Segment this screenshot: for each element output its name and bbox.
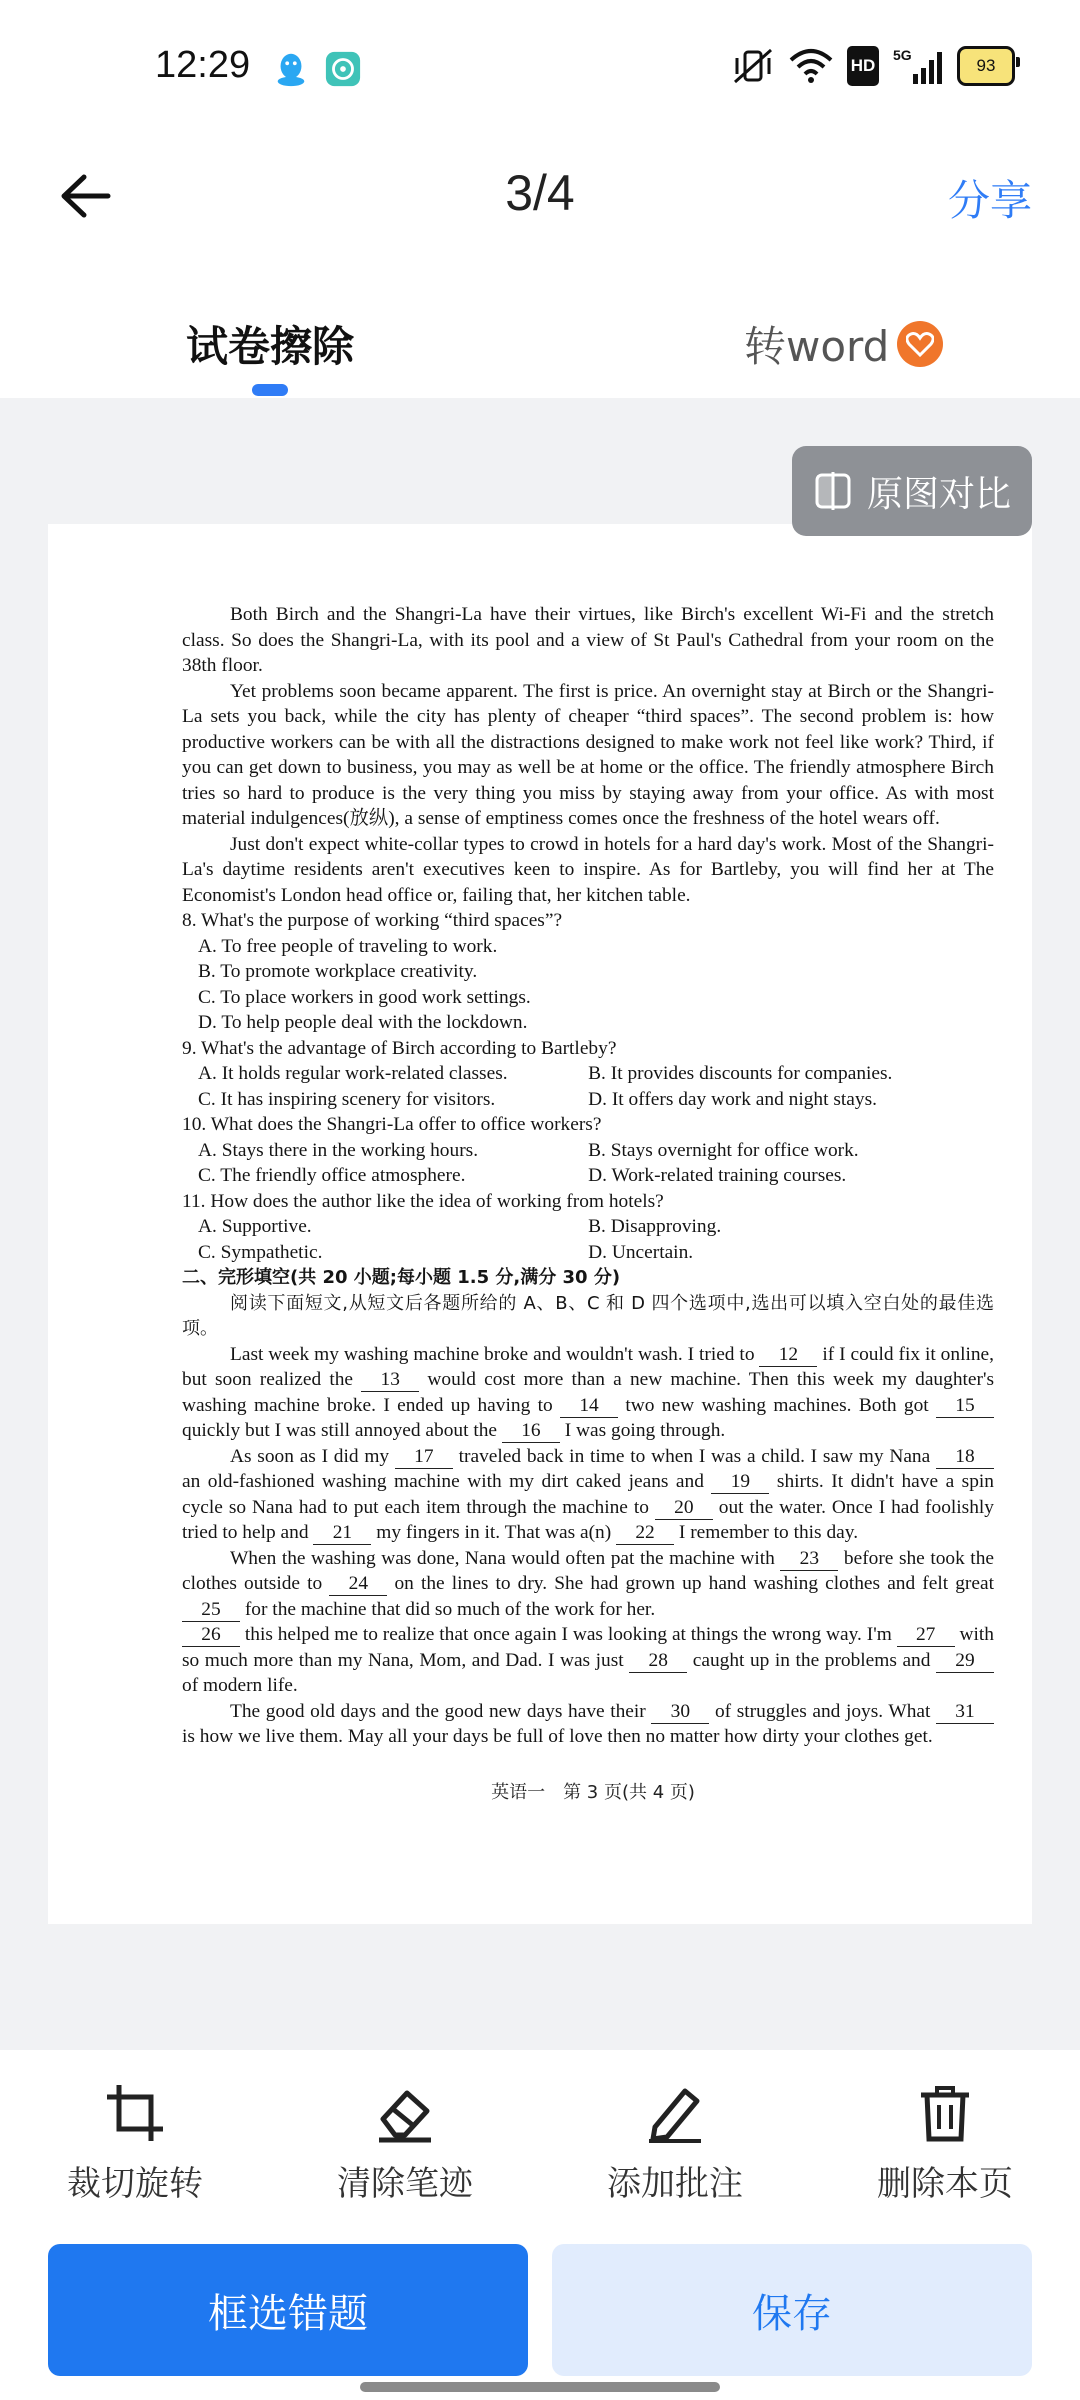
cloze-blank: 30 <box>651 1701 709 1724</box>
trash-icon <box>912 2080 978 2146</box>
cloze-blank: 26 <box>182 1624 240 1647</box>
crop-rotate-button[interactable] <box>0 2080 270 2205</box>
status-icons <box>731 46 1015 86</box>
question-option: D. To help people deal with the lockdown. <box>198 1012 528 1033</box>
select-wrong-questions-button[interactable]: 框选错题 <box>48 2244 528 2376</box>
crop-icon <box>102 2080 168 2146</box>
share-button[interactable]: 分享 <box>947 176 1032 225</box>
tab-convert-word[interactable] <box>744 314 943 374</box>
cloze-text: shirts. It didn't have a spin cycle so Nana had to put each item through the machine to <box>182 1471 994 1518</box>
tab-paper-erase[interactable] <box>186 314 354 374</box>
question-option: A. To free people of traveling to work. <box>198 935 498 957</box>
option-row <box>182 1138 994 1164</box>
question-option: C. To place workers in good work settings. <box>198 986 531 1008</box>
cloze-text: I remember to this day. <box>674 1522 859 1543</box>
cloze-text: I was going through. <box>559 1420 726 1441</box>
home-indicator[interactable] <box>360 2382 720 2392</box>
question-option: B. To promote workplace creativity. <box>198 961 478 982</box>
cloze-blank: 23 <box>780 1548 838 1571</box>
cloze-blank: 14 <box>560 1395 618 1418</box>
cloze-text: this helped me to realize that once again I was looking at things the wrong way. I'm <box>240 1624 897 1645</box>
option-row <box>182 1240 994 1266</box>
question-stem: 8. What's the purpose of working “third spaces”? <box>182 910 563 931</box>
cloze-blank: 28 <box>629 1650 687 1673</box>
cloze-text: is how we live them. May all your days be full of love then no matter how dirty your clothes get. <box>182 1726 933 1747</box>
heart-icon <box>897 321 943 367</box>
cloze-blank: 29 <box>936 1650 994 1673</box>
cloze-blank: 15 <box>936 1395 994 1418</box>
cloze-text: Last week my washing machine broke and wouldn't wash. I tried to <box>230 1343 760 1365</box>
signal-icon <box>893 46 943 86</box>
cloze-blank: 19 <box>711 1471 769 1494</box>
question-option: C. Sympathetic. <box>198 1241 323 1263</box>
question-option: A. Stays there in the working hours. <box>198 1139 479 1161</box>
cloze-text: for the machine that did so much of the work for her. <box>240 1598 656 1620</box>
battery-icon <box>957 46 1015 86</box>
exam-page-preview[interactable] <box>48 524 1032 1924</box>
top-panel <box>0 0 1080 398</box>
question-option: B. It provides discounts for companies. <box>588 1063 893 1084</box>
chat-notification-icon <box>324 50 362 88</box>
cloze-paragraph <box>182 1622 994 1699</box>
save-button[interactable]: 保存 <box>552 2244 1032 2376</box>
option-row <box>182 1163 994 1189</box>
question-stem: 10. What does the Shangri-La offer to office workers? <box>182 1114 602 1135</box>
crop-rotate-label: 裁切旋转 <box>67 2164 203 2204</box>
mute-vibrate-icon <box>731 46 775 86</box>
cloze-blank: 13 <box>361 1369 419 1392</box>
cloze-text: would cost more than a new machine. Then this week my daughter's washing machine broke. I ended up having to <box>182 1369 995 1416</box>
cloze-paragraph <box>182 1546 994 1623</box>
compare-icon <box>813 471 853 511</box>
eraser-icon <box>372 2080 438 2146</box>
reading-paragraph: Just don't expect white-collar types to crowd in hotels for a hard day's work. Most of the Shangri-La's daytime residents aren't executives keen to inspire. As for Bartleby, you will find her at The Economist's London head office or, failing that, her kitchen table. <box>182 833 994 906</box>
cloze-text: As soon as I did my <box>230 1445 395 1467</box>
clear-strokes-button[interactable] <box>270 2080 540 2205</box>
question-stem: 9. What's the advantage of Birch according to Bartleby? <box>182 1037 617 1059</box>
cloze-blank: 17 <box>395 1446 453 1469</box>
cloze-text: of modern life. <box>182 1675 298 1696</box>
question-option: B. Stays overnight for office work. <box>588 1139 859 1161</box>
question-option: B. Disapproving. <box>588 1216 722 1237</box>
wifi-icon <box>789 46 833 86</box>
status-time: 12:29 <box>155 44 251 86</box>
reading-paragraph: Yet problems soon became apparent. The first is price. An overnight stay at Birch or the Shangri-La sets you back, while the city has plenty of cheaper “third spaces”. The second problem is: how productive workers can be with all the distractions designed to make work not feel like work? Third, if you can get down to business, you may as well be at home or the office. The friendly atmosphere Birch tries so hard to produce is the very thing you miss by staying away from your office. As with most material indulgences(放纵), a sense of emptiness comes once the freshness of the hotel wears off. <box>182 680 994 829</box>
network-type-label: 5G <box>893 47 912 63</box>
reading-paragraph: Both Birch and the Shangri-La have their virtues, like Birch's excellent Wi-Fi and the stretch class. So does the Shangri-La, with its pool and a view of St Paul's Cathedral from your room on the 38th floor. <box>182 604 994 676</box>
cloze-text: The good old days and the good new days have their <box>230 1700 652 1722</box>
tool-row <box>0 2080 1080 2205</box>
add-annotation-button[interactable] <box>540 2080 810 2205</box>
question-option: D. Uncertain. <box>588 1241 694 1263</box>
tab-paper-erase-label: 试卷擦除 <box>186 322 355 371</box>
cloze-blank: 16 <box>502 1420 560 1443</box>
cloze-text: my fingers in it. That was a(n) <box>371 1522 617 1543</box>
cloze-text: out the water. Once I had foolishly tried to help and <box>182 1496 994 1543</box>
page-indicator: 3/4 <box>505 165 575 221</box>
cloze-text: two new washing machines. Both got <box>618 1394 936 1416</box>
mode-tabs <box>0 300 1080 398</box>
delete-page-label: 删除本页 <box>877 2164 1013 2204</box>
section-title: 二、完形填空(共 20 小题;每小题 1.5 分,满分 30 分) <box>182 1267 621 1288</box>
hd-voice-badge: HD <box>847 46 879 86</box>
cloze-text: before she took the clothes outside to <box>182 1547 995 1594</box>
cloze-blank: 18 <box>936 1446 994 1469</box>
cloze-text: of struggles and joys. What <box>709 1700 936 1722</box>
cloze-blank: 27 <box>897 1624 955 1647</box>
clear-strokes-label: 清除笔迹 <box>337 2164 473 2204</box>
cloze-blank: 25 <box>182 1599 240 1622</box>
question-option: D. Work-related training courses. <box>588 1165 847 1186</box>
option-row <box>182 1087 994 1113</box>
add-annotation-label: 添加批注 <box>607 2164 743 2204</box>
cloze-paragraph <box>182 1699 994 1750</box>
status-bar <box>0 0 1080 136</box>
question-option: C. It has inspiring scenery for visitors. <box>198 1088 496 1110</box>
compare-label: 原图对比 <box>866 473 1011 515</box>
cloze-blank: 12 <box>759 1344 817 1367</box>
pencil-icon <box>642 2080 708 2146</box>
cloze-text: on the lines to dry. She had grown up hand washing clothes and felt great <box>387 1573 994 1594</box>
cloze-text: if I could fix it online, but soon realized the <box>182 1343 994 1390</box>
question-option: A. It holds regular work-related classes. <box>198 1063 508 1084</box>
qq-notification-icon <box>272 50 310 88</box>
header <box>0 136 1080 256</box>
cloze-paragraph <box>182 1342 994 1444</box>
cloze-blank: 24 <box>329 1573 387 1596</box>
cloze-text: an old-fashioned washing machine with my dirt caked jeans and <box>182 1471 712 1492</box>
compare-original-button[interactable] <box>792 446 1032 536</box>
active-tab-indicator <box>252 384 288 396</box>
option-row <box>182 1214 994 1240</box>
cloze-blank: 21 <box>313 1522 371 1545</box>
question-option: A. Supportive. <box>198 1216 312 1237</box>
battery-level: 93 <box>976 56 996 75</box>
section-instruction: 阅读下面短文,从短文后各题所给的 A、B、C 和 D 四个选项中,选出可以填入空白处的最佳选项。 <box>182 1292 994 1339</box>
cloze-text: traveled back in time to when I was a child. I saw my Nana <box>452 1445 936 1467</box>
option-row <box>182 1061 994 1087</box>
tab-convert-word-label: 转word <box>744 322 890 371</box>
cloze-text: quickly but I was still annoyed about the <box>182 1420 502 1441</box>
cloze-blank: 20 <box>655 1497 713 1520</box>
question-option: C. The friendly office atmosphere. <box>198 1165 466 1186</box>
cloze-blank: 31 <box>936 1701 994 1724</box>
delete-page-button[interactable] <box>810 2080 1080 2205</box>
exam-page-text <box>182 602 994 1750</box>
question-option: D. It offers day work and night stays. <box>588 1088 877 1110</box>
page-footer: 英语一 第 3 页(共 4 页) <box>491 1781 695 1803</box>
question-stem: 11. How does the author like the idea of working from hotels? <box>182 1190 664 1212</box>
cloze-text: When the washing was done, Nana would often pat the machine with <box>230 1547 781 1569</box>
cloze-text: with so much more than my Nana, Mom, and Dad. I was just <box>182 1624 994 1671</box>
cloze-paragraph <box>182 1444 994 1546</box>
cloze-text: caught up in the problems and <box>687 1649 936 1671</box>
cloze-blank: 22 <box>616 1522 674 1545</box>
